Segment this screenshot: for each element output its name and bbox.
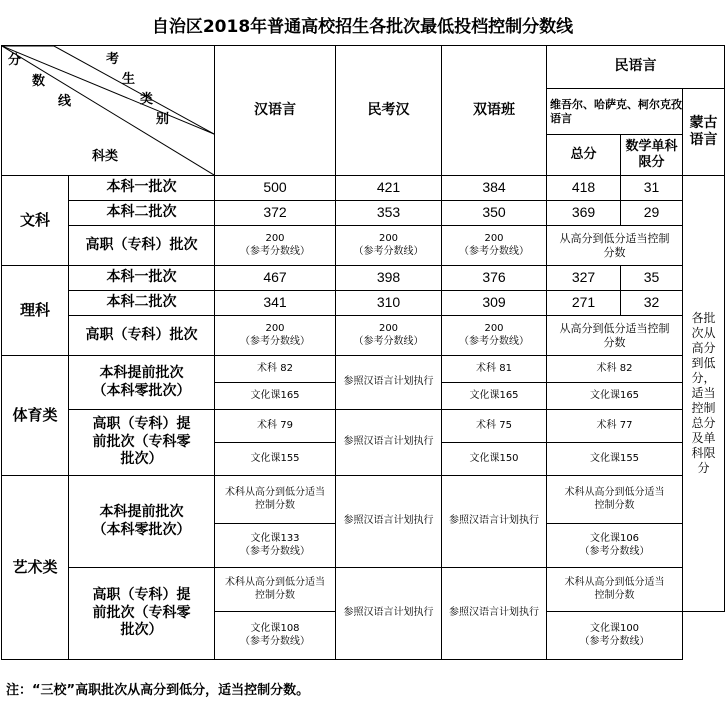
corner-shu: 数 [32,74,46,89]
score-cell [336,226,442,266]
corner-kelei: 科类 [92,149,119,164]
score-cell: 参照汉语言计划执行 [336,410,442,476]
score-value: 200 [484,233,504,244]
score-cell: 376 [442,266,547,291]
score-value: 200 [378,323,399,334]
score-value: 文化课133 [250,533,300,544]
header-shuangyu: 双语班 [442,46,547,176]
corner-fen: 分 [8,53,22,68]
score-cell: 327 [547,266,621,291]
score-cell [215,316,336,356]
score-cell: 500 [215,176,336,201]
batch-name: 本科一批次 [69,176,215,201]
score-table [1,45,725,660]
score-cell: 文化课165 [215,383,336,410]
score-cell: 参照汉语言计划执行 [336,568,442,660]
batch-name: 高职（专科）提前批次（专科零批次） [69,410,215,476]
category-tiyu: 体育类 [2,356,69,476]
score-value: 200 [484,323,504,334]
score-cell: 271 [547,291,621,316]
score-cell [215,612,336,660]
score-cell: 341 [215,291,336,316]
batch-name: 本科提前批次（本科零批次） [69,356,215,410]
score-cell: 术科 81 [442,356,547,383]
page-title: 自治区2018年普通高校招生各批次最低投档控制分数线 [151,17,574,37]
score-cell: 参照汉语言计划执行 [336,476,442,568]
score-cell: 从高分到低分适当控制分数 [547,226,683,266]
score-cell: 术科从高分到低分适当控制分数 [215,568,336,612]
score-note: （参考分数线） [240,245,310,257]
score-cell: 文化课165 [547,383,683,410]
category-wenke: 文科 [2,176,69,266]
header-minkaohan: 民考汉 [336,46,442,176]
score-cell: 术科 82 [215,356,336,383]
score-cell: 309 [442,291,547,316]
score-cell: 29 [621,201,683,226]
score-value: 文化课106 [589,533,640,544]
batch-name: 本科提前批次（本科零批次） [69,476,215,568]
batch-name: 高职（专科）提前批次（专科零批次） [69,568,215,660]
score-cell: 350 [442,201,547,226]
batch-name: 本科一批次 [69,266,215,291]
score-cell: 467 [215,266,336,291]
score-cell: 术科从高分到低分适当控制分数 [215,476,336,524]
footnote: 注：“三校”高职批次从高分到低分，适当控制分数。 [6,683,310,698]
score-cell: 353 [336,201,442,226]
header-menggu: 蒙古语言 [683,89,725,176]
score-note: （参考分数线） [240,635,310,647]
batch-name: 高职（专科）批次 [69,226,215,266]
score-cell: 文化课150 [442,443,547,476]
score-cell: 从高分到低分适当控制分数 [547,316,683,356]
score-cell [215,226,336,266]
score-cell: 参照汉语言计划执行 [442,568,547,660]
category-like: 理科 [2,266,69,356]
score-cell: 术科 77 [547,410,683,443]
corner-header [2,46,215,176]
corner-sheng: 生 [122,72,136,87]
score-cell: 文化课165 [442,383,547,410]
score-cell: 310 [336,291,442,316]
score-note: （参考分数线） [579,545,650,557]
score-note: （参考分数线） [353,335,424,347]
score-cell: 32 [621,291,683,316]
score-value: 文化课108 [250,623,300,634]
score-cell: 术科从高分到低分适当控制分数 [547,568,683,612]
score-value: 文化课100 [589,623,640,634]
score-note: （参考分数线） [240,545,310,557]
score-note: （参考分数线） [459,335,529,347]
score-cell: 术科从高分到低分适当控制分数 [547,476,683,524]
corner-lei: 类 [140,92,154,107]
score-value: 200 [265,233,285,244]
category-yishu: 艺术类 [2,476,69,660]
menggu-note: 各批次从高分到低分，适当控制总分及单科限分 [683,176,725,612]
score-cell: 术科 79 [215,410,336,443]
score-cell [215,524,336,568]
corner-bie: 别 [156,112,170,127]
score-cell: 372 [215,201,336,226]
score-note: （参考分数线） [579,635,650,647]
score-cell [336,316,442,356]
score-cell [442,316,547,356]
score-cell: 418 [547,176,621,201]
batch-name: 本科二批次 [69,291,215,316]
header-weiwuer: 维吾尔、哈萨克、柯尔克孜语言 [547,89,683,135]
score-cell: 398 [336,266,442,291]
score-cell: 参照汉语言计划执行 [336,356,442,410]
header-zongfen: 总分 [547,135,621,176]
score-cell: 384 [442,176,547,201]
score-note: （参考分数线） [240,335,310,347]
score-cell: 文化课155 [547,443,683,476]
score-note: （参考分数线） [459,245,529,257]
corner-kao: 考 [106,52,120,67]
score-value: 200 [378,233,399,244]
score-cell [547,612,683,660]
header-han: 汉语言 [215,46,336,176]
score-cell [547,524,683,568]
score-cell [442,226,547,266]
score-cell: 31 [621,176,683,201]
header-minyuyan: 民语言 [547,46,725,89]
score-cell: 35 [621,266,683,291]
score-value: 200 [265,323,285,334]
score-cell: 参照汉语言计划执行 [442,476,547,568]
score-cell: 术科 75 [442,410,547,443]
score-cell: 421 [336,176,442,201]
corner-xian: 线 [58,94,72,109]
score-note: （参考分数线） [353,245,424,257]
score-cell: 文化课155 [215,443,336,476]
score-cell: 术科 82 [547,356,683,383]
score-cell: 369 [547,201,621,226]
header-shuxue: 数学单科限分 [621,135,683,176]
batch-name: 高职（专科）批次 [69,316,215,356]
batch-name: 本科二批次 [69,201,215,226]
